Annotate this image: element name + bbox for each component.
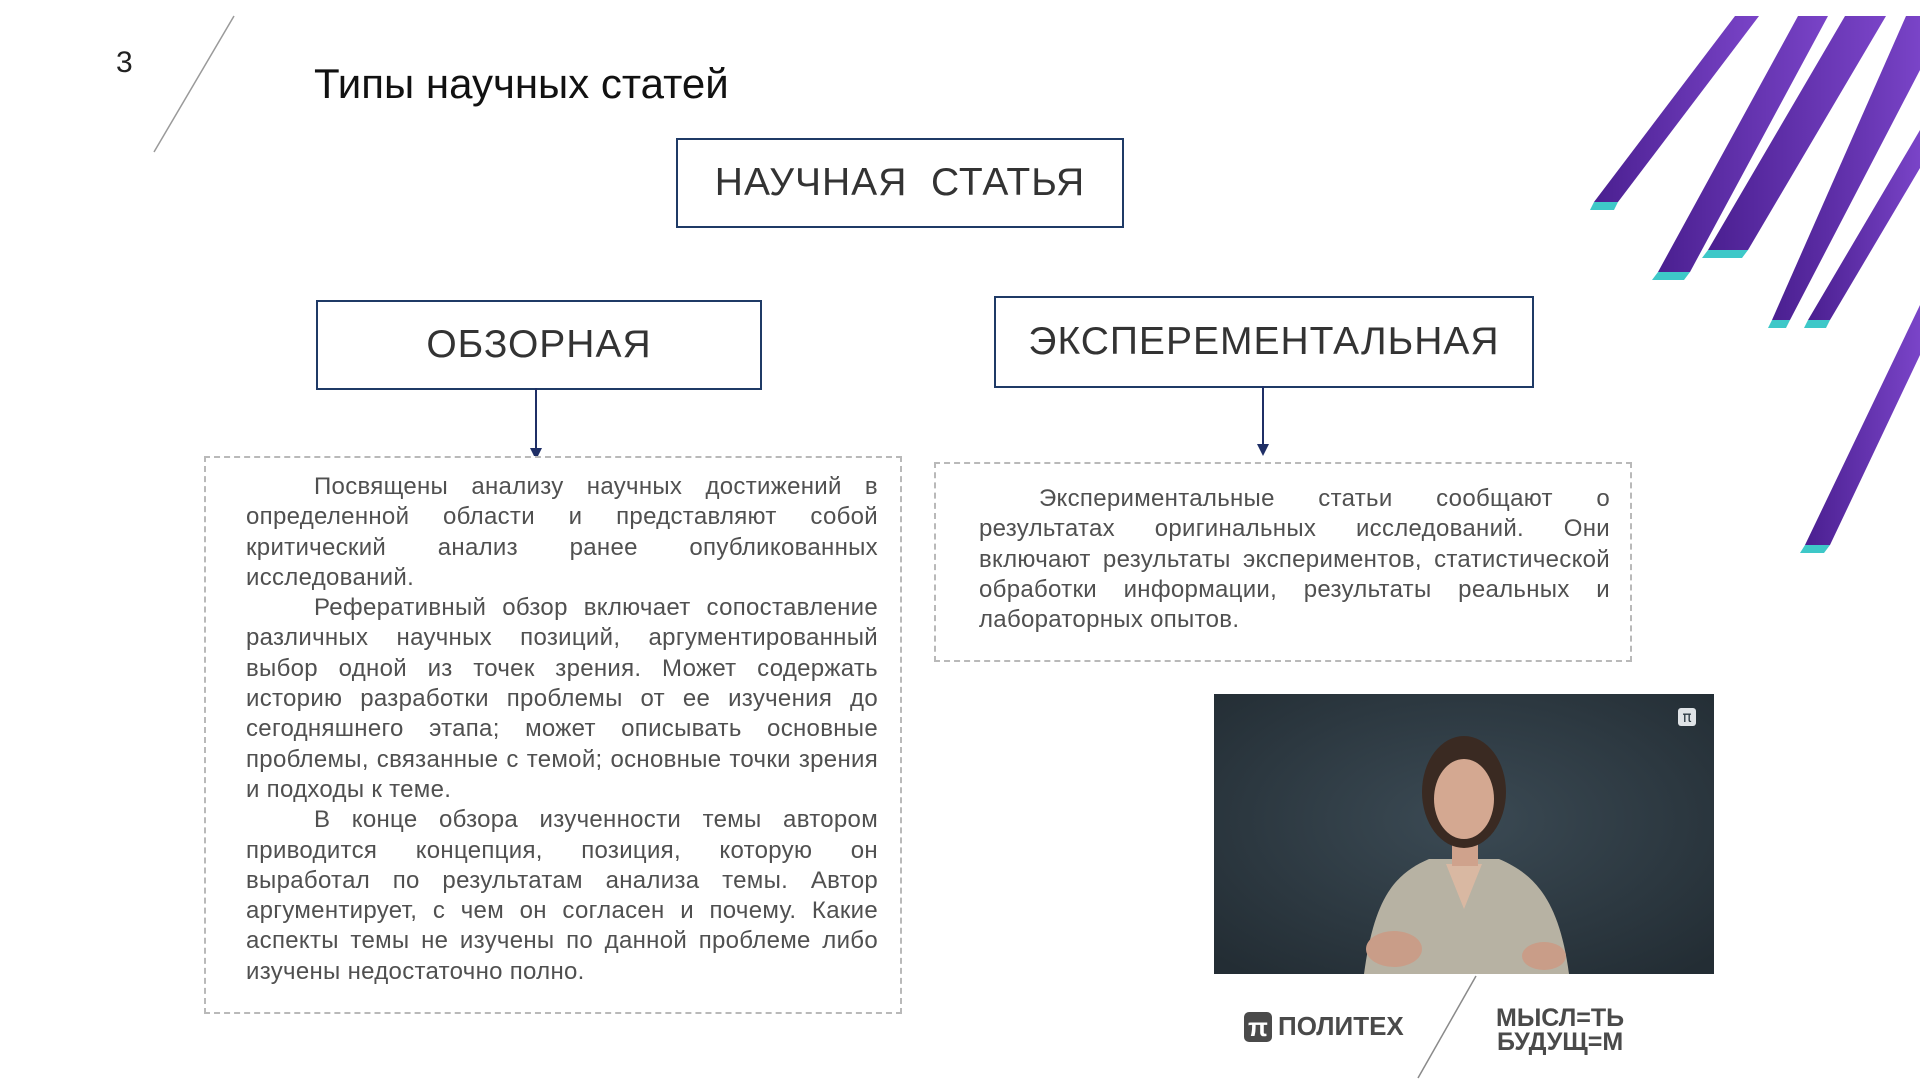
- experimental-paragraph-1: Экспериментальные статьи сообщают о результатах оригинальных исследований. Они включают результаты экспериментов, статистической обработки информации, результаты реальных и лабораторных опытов.: [979, 485, 1610, 634]
- mysl-budushchim-logo: [1496, 1006, 1624, 1054]
- presenter-video-frame: [1214, 694, 1714, 974]
- review-arrow: [526, 388, 546, 464]
- slide-number: 3: [116, 46, 133, 79]
- review-node-label: ОБЗОРНАЯ: [426, 323, 652, 366]
- root-node-box: [676, 138, 1124, 228]
- experimental-arrow: [1253, 386, 1273, 462]
- experimental-node-label: ЭКСПЕРЕМЕНТАЛЬНАЯ: [1028, 320, 1500, 363]
- presenter-video[interactable]: [1214, 694, 1714, 974]
- slide-title: Типы научных статей: [314, 60, 729, 107]
- politeh-logo-text: ПОЛИТЕХ: [1278, 1011, 1404, 1041]
- experimental-description-box: [934, 462, 1632, 662]
- review-node-box: [316, 300, 762, 390]
- root-node-label: НАУЧНАЯ СТАТЬЯ: [714, 161, 1086, 204]
- politeh-logo: [1244, 1011, 1404, 1042]
- review-paragraph-1: Посвящены анализу научных достижений в определенной области и представляют собой критический анализ ранее опубликованных исследований.: [246, 473, 878, 591]
- review-paragraph-3: В конце обзора изученности темы автором приводится концепция, позиция, которую он выработал по результатам анализа темы. Автор аргументирует, с чем он согласен и почему. Какие аспекты темы не изучены по данной проблеме либо изучены недостаточно полно.: [246, 806, 878, 985]
- video-watermark: π: [1682, 708, 1692, 726]
- mysl-logo-line-1: МЫСЛ=ТЬ: [1496, 1004, 1625, 1032]
- logo-divider-slash: [1412, 974, 1482, 1080]
- review-description-box: [204, 456, 902, 1014]
- decorative-slash: [150, 14, 240, 156]
- politeh-logo-icon: π: [1244, 1012, 1272, 1042]
- mysl-logo-line-2: БУДУЩ=М: [1496, 1028, 1624, 1056]
- review-paragraph-2: Реферативный обзор включает сопоставление различных научных позиций, аргументированный выбор одной из точек зрения. Может содержать историю разработки проблемы от ее изучения до сегодняшнего этапа; может описывать основные проблемы, связанные с темой; основные точки зрения и подходы к теме.: [246, 594, 878, 803]
- experimental-node-box: [994, 296, 1534, 388]
